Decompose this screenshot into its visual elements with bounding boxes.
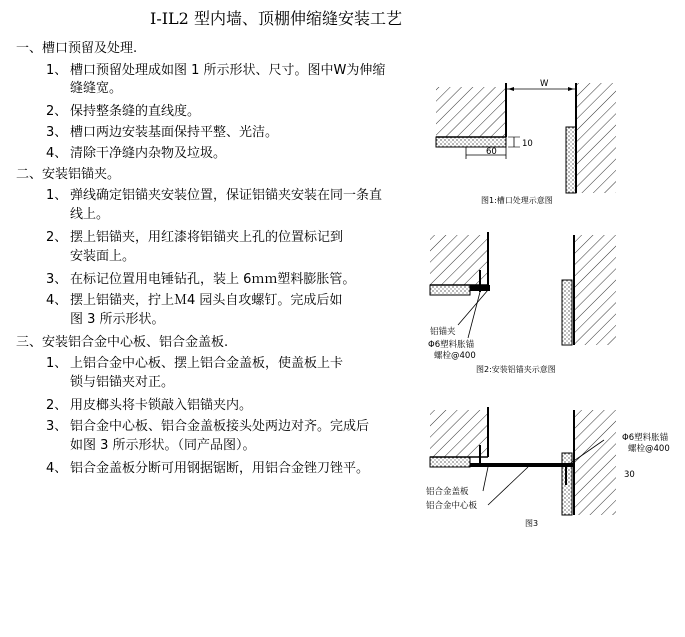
figure-2-caption: 图2:安装铝锚夹示意图 xyxy=(476,365,556,374)
item-text: 铝合金中心板、铝合金盖板接头处两边对齐。完成后 xyxy=(70,419,370,434)
item-number: 3、 xyxy=(46,419,68,434)
clip-label: 铝锚夹 xyxy=(430,327,456,337)
item-number: 4、 xyxy=(46,461,68,476)
item-number: 1、 xyxy=(46,188,68,203)
item-number: 1、 xyxy=(46,356,68,371)
item-number: 4、 xyxy=(46,146,68,161)
figure-3-caption: 图3 xyxy=(525,519,539,528)
item-text: 槽口预留处理成如图 1 所示形状、尺寸。图中W为伸缩 xyxy=(70,63,386,78)
item-number: 2、 xyxy=(46,104,68,119)
item-text: 在标记位置用电锤钻孔，装上 6ｍｍ塑料膨胀管。 xyxy=(70,272,356,287)
figure-1-drawing xyxy=(428,75,618,195)
figure-2-drawing xyxy=(428,230,618,355)
section-heading: 三、安装铝合金中心板、铝合金盖板. xyxy=(16,335,229,350)
anchor-label-1: Φ6塑料胀锚 xyxy=(428,340,475,350)
item-text: 摆上铝锚夹，用红漆将铝锚夹上孔的位置标记到 xyxy=(70,230,344,245)
anchor-label-2: 螺栓@400 xyxy=(628,444,670,454)
item-text: 安装面上。 xyxy=(70,249,136,264)
item-number: 3、 xyxy=(46,125,68,140)
cover-label: 铝合金盖板 xyxy=(426,487,469,497)
dim-30-label: 30 xyxy=(624,470,635,480)
item-text: 保持整条缝的直线度。 xyxy=(70,104,201,119)
section-heading: 二、安装铝锚夹。 xyxy=(16,167,121,182)
item-number: 4、 xyxy=(46,293,68,308)
item-text: 缝缝宽。 xyxy=(70,81,123,96)
figure-1-caption: 图1:槽口处理示意图 xyxy=(481,196,553,205)
anchor-label-2: 螺栓@400 xyxy=(434,351,476,361)
item-text: 铝合金盖板分断可用钢据锯断，用铝合金锉刀锉平。 xyxy=(70,461,370,476)
item-number: 1、 xyxy=(46,63,68,78)
item-text: 如图 3 所示形状。（同产品图）。 xyxy=(70,438,256,453)
section-heading: 一、槽口预留及处理. xyxy=(16,41,138,56)
item-number: 2、 xyxy=(46,398,68,413)
page-title: I-IL2 型内墙、顶棚伸缩缝安装工艺 xyxy=(150,9,402,28)
item-text: 用皮榔头将卡锁敲入铝锚夹内。 xyxy=(70,398,253,413)
center-label: 铝合金中心板 xyxy=(426,501,478,511)
item-text: 上铝合金中心板、摆上铝合金盖板，使盖板上卡 xyxy=(70,356,344,371)
item-text: 锁与铝锚夹对正。 xyxy=(70,375,175,390)
item-text: 槽口两边安装基面保持平整、光洁。 xyxy=(70,125,279,140)
item-text: 弹线确定铝锚夹安装位置，保证铝锚夹安装在同一条直 xyxy=(70,188,383,203)
dim-w-label: W xyxy=(540,79,549,89)
dim-10-label: 10 xyxy=(522,139,533,149)
item-text: 线上。 xyxy=(70,207,110,222)
item-text: 图 3 所示形状。 xyxy=(70,312,165,327)
item-text: 清除干净缝内杂物及垃圾。 xyxy=(70,146,227,161)
dim-60-label: 60 xyxy=(486,147,497,157)
item-text: 摆上铝锚夹，拧上Ｍ4 园头自攻螺钉。完成后如 xyxy=(70,293,343,308)
item-number: 3、 xyxy=(46,272,68,287)
anchor-label-1: Φ6塑料胀锚 xyxy=(622,433,669,443)
item-number: 2、 xyxy=(46,230,68,245)
